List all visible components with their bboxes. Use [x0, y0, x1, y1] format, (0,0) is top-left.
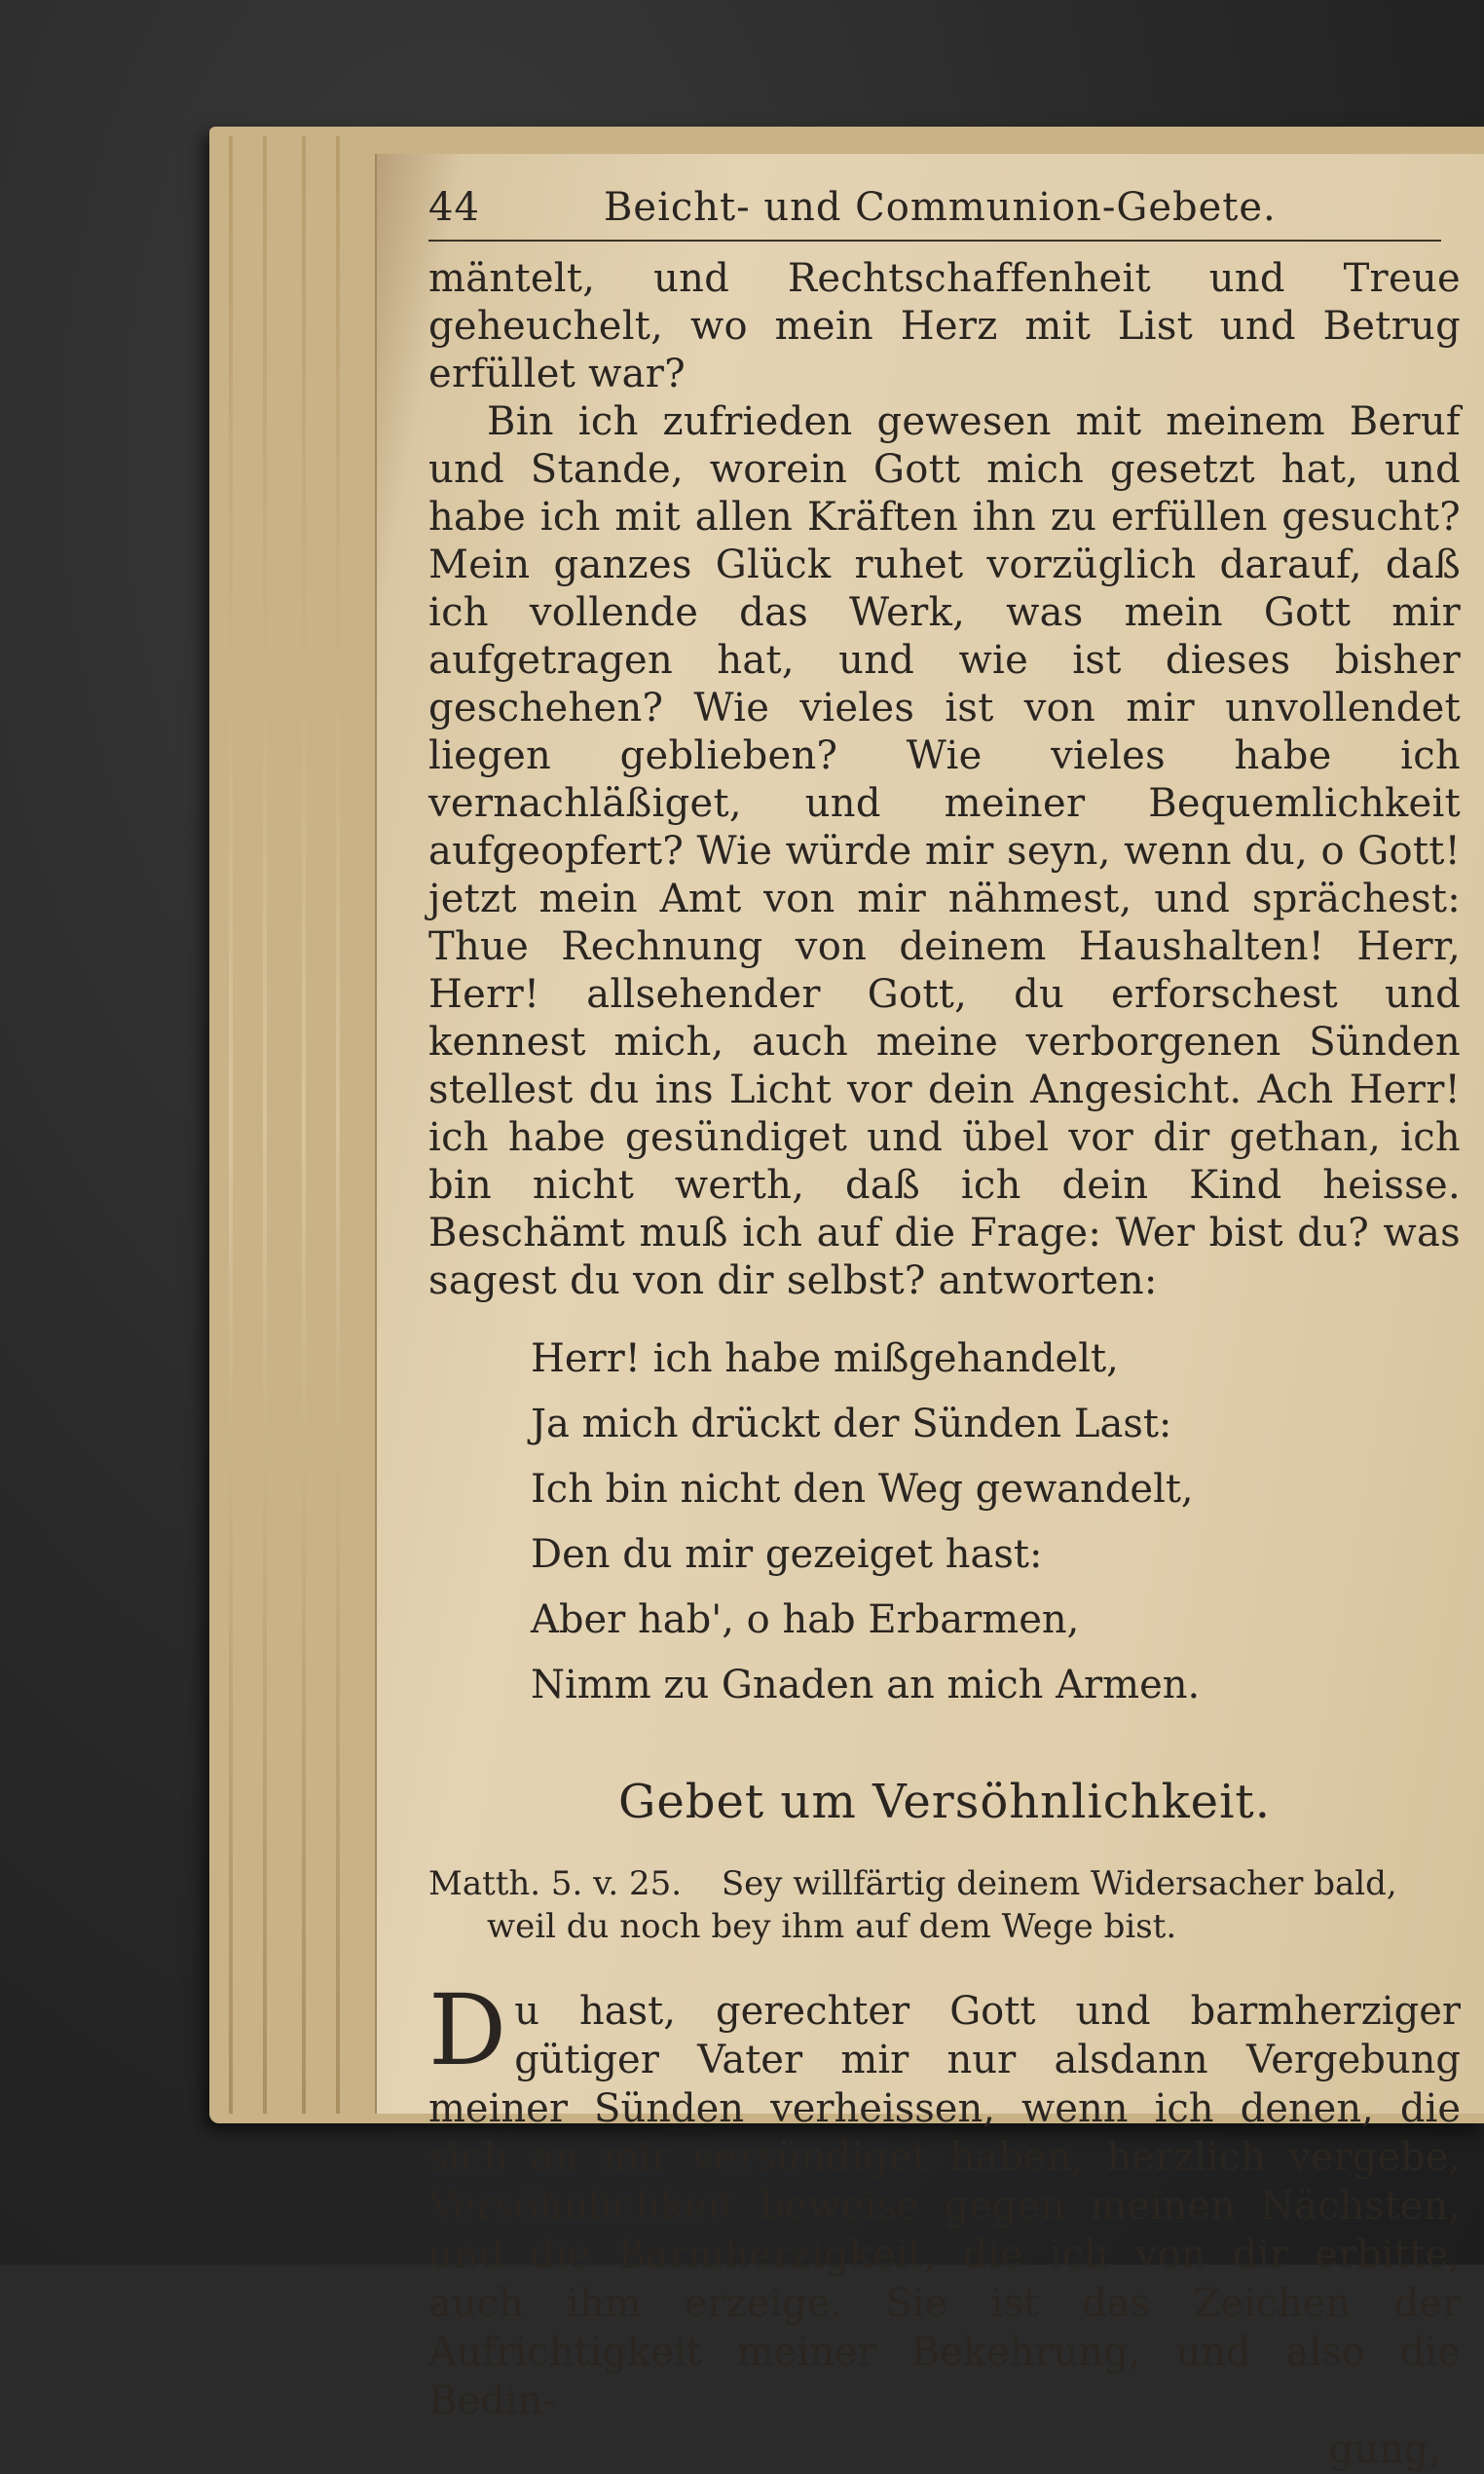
header-rule — [428, 240, 1441, 242]
verse-block — [531, 1327, 1461, 1718]
drop-cap: D — [428, 1973, 507, 2087]
page-edge — [302, 136, 306, 2114]
prayer-text — [428, 1973, 1461, 2425]
page-edge — [229, 136, 233, 2114]
verse-line: Den du mir gezeiget hast: — [531, 1532, 1043, 1577]
paragraph: Bin ich zufrieden gewesen mit meinem Beruf und Stande, worein Gott mich gesetzt hat, und habe ich mit allen Kräften ihn zu erfüllen gesucht? Mein ganzes Glück ruhet vorzüglich darauf, daß ich vollende das Werk, was mein Gott mir aufgetragen hat, und wie ist dieses bisher geschehen? Wie vieles ist von mir unvollendet liegen geblieben? Wie vieles habe ich vernachläßiget, und meiner Bequemlichkeit aufgeopfert? Wie würde mir seyn, wenn du, o Gott! jetzt mein Amt von mir nähmest, und sprächest: Thue Rechnung von deinem Haushalten! Herr, Herr! allsehender Gott, du erforschest und kennest mich, auch meine verborgenen Sünden stellest du ins Licht vor dein Angesicht. Ach Herr! ich habe gesündiget und übel vor dir gethan, ich bin nicht werth, daß ich dein Kind heisse. Beschämt muß ich auf die Frage: Wer bist du? was sagest du von dir selbst? antworten: — [428, 399, 1461, 1303]
citation-reference: Matth. 5. v. 25. — [428, 1864, 683, 1903]
running-head — [428, 185, 1461, 230]
verse-line: Ja mich drückt der Sünden Last: — [531, 1402, 1172, 1446]
page-number: 44 — [428, 185, 480, 230]
catchword: gung, — [1328, 2427, 1441, 2472]
verse-line: Herr! ich habe mißgehandelt, — [531, 1336, 1119, 1381]
body-text — [428, 255, 1461, 1305]
page-content — [428, 185, 1461, 2474]
section-title: Gebet um Versöhnlichkeit. — [618, 1775, 1271, 1829]
verse-line: Ich bin nicht den Weg gewandelt, — [531, 1467, 1194, 1512]
page-edge — [336, 136, 340, 2114]
scripture-citation — [428, 1862, 1461, 1948]
verse-line: Nimm zu Gnaden an mich Armen. — [531, 1663, 1201, 1707]
prayer-body: u hast, gerechter Gott und barmherziger gütiger Vater mir nur alsdann Vergebung meiner Sünden verheissen, wenn ich denen, die sich an mir versündiget haben, herzlich vergebe, Versöhnlichkeit beweise gegen meinen Nächsten, und die Barmherzigkeit, die ich von dir erbitte, auch ihm erzeige. Sie ist das Zeichen der Aufrichtigkeit meiner Bekehrung, und also die Bedin- — [428, 1989, 1461, 2423]
citation-text: Sey willfärtig deinem Widersacher bald, weil du noch bey ihm auf dem Wege bist. — [487, 1864, 1397, 1946]
page-edge — [263, 136, 267, 2114]
paragraph: mäntelt, und Rechtschaffenheit und Treue geheuchelt, wo mein Herz mit List und Betrug erfüllet war? — [428, 256, 1461, 396]
verse-line: Aber hab', o hab Erbarmen, — [531, 1597, 1080, 1642]
running-title: Beicht- und Communion-Gebete. — [604, 185, 1277, 230]
